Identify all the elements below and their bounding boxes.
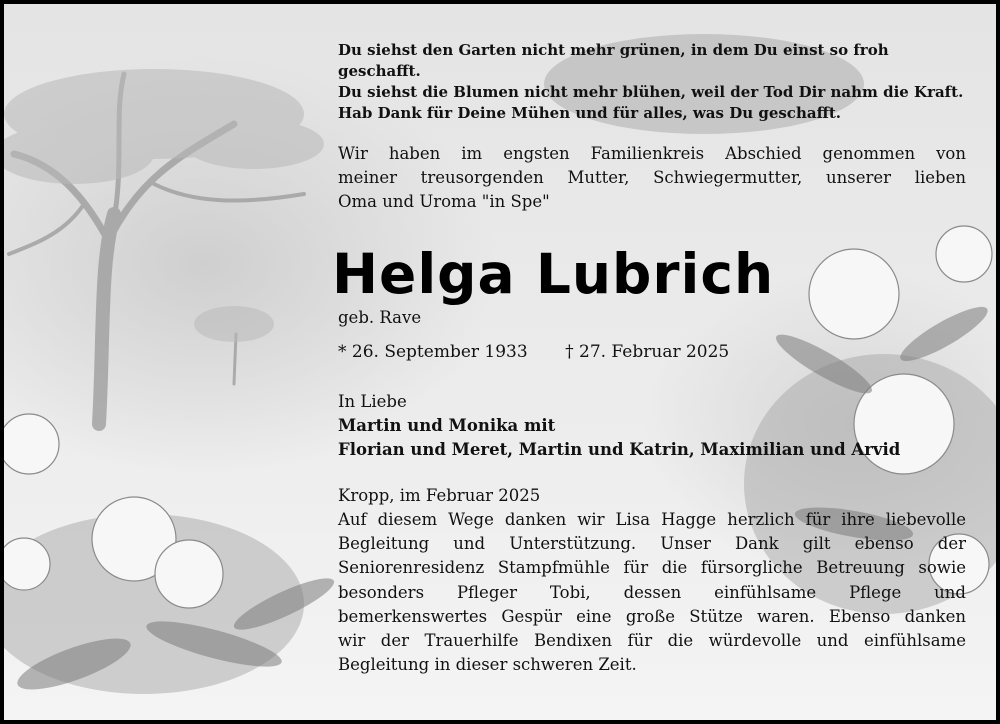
thanks-line: Seniorenresidenz Stampfmühle für die fürsorgliche Betreuung sowie (338, 558, 966, 578)
intro-line: Wir haben im engsten Familienkreis Abschied genommen von (338, 144, 966, 163)
farewell-intro (338, 142, 966, 214)
mourners-line: Martin und Monika mit (338, 416, 556, 435)
verse-line: Du siehst die Blumen nicht mehr blühen, weil der Tod Dir nahm die Kraft. (338, 83, 964, 101)
memorial-verse (338, 40, 966, 124)
thanks-line: Begleitung in dieser schweren Zeit. (338, 655, 637, 675)
verse-line: Du siehst den Garten nicht mehr grünen, in dem Du einst so froh geschafft. (338, 41, 889, 80)
birth-date: * 26. September 1933 (338, 342, 528, 362)
deceased-name: Helga Lubrich (332, 242, 775, 306)
thanks-line: Begleitung und Unterstützung. Unser Dank gilt ebenso der (338, 534, 966, 554)
thanks-line: wir der Trauerhilfe Bendixen für die würdevolle und einfühlsame (338, 631, 966, 651)
mourners-line: Florian und Meret, Martin und Katrin, Maximilian und Arvid (338, 440, 901, 459)
obituary-text (332, 40, 966, 677)
thanks-line: besonders Pfleger Tobi, dessen einfühlsame Pflege und (338, 582, 966, 602)
life-dates (338, 340, 966, 364)
intro-line: meiner treusorgenden Mutter, Schwiegermutter, unserer lieben (338, 168, 966, 187)
verse-line: Hab Dank für Deine Mühen und für alles, was Du geschafft. (338, 104, 842, 122)
thanks-paragraph (338, 508, 966, 677)
birth-name: geb. Rave (338, 308, 422, 327)
thanks-line: bemerkenswertes Gespür eine große Stütze waren. Ebenso danken (338, 606, 966, 626)
place-and-date: Kropp, im Februar 2025 (338, 486, 541, 505)
thanks-line: Auf diesem Wege danken wir Lisa Hagge herzlich für ihre liebevolle (338, 510, 966, 529)
intro-line: Oma und Uroma "in Spe" (338, 192, 550, 211)
death-date: † 27. Februar 2025 (565, 342, 730, 362)
mourners-intro: In Liebe (338, 392, 407, 411)
